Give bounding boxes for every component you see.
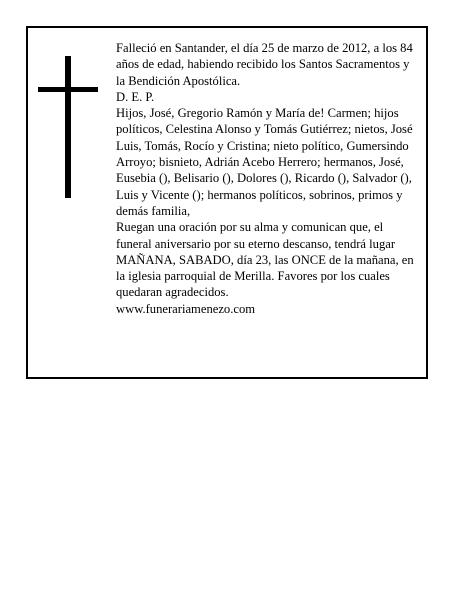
obituary-notice: [26, 26, 428, 379]
family-list: Hijos, José, Gregorio Ramón y María de! Carmen; hijos políticos, Celestina Alonso y Tomás Gutiérrez; nietos, José Luis, Tomás, Rocío y Cristina; nieto político, Gumersindo Arroyo; bisnieto, Adrián Acebo Herrero; hermanos, José, Eusebia (), Belisario (), Dolores (), Ricardo (), Salvador (), Luis y Vicente (); hermanos políticos, sobrinos, primos y demás familia,: [116, 106, 413, 218]
cross-horizontal-bar: [38, 87, 98, 92]
cross-vertical-bar: [65, 56, 71, 198]
funeral-request: Ruegan una oración por su alma y comunican que, el funeral aniversario por su eterno descanso, tendrá lugar MAÑANA, SABADO, día 23, las ONCE de la mañana, en la iglesia parroquial de Merilla. Favores por los cuales quedaran agradecidos.: [116, 220, 414, 300]
death-announcement: Falleció en Santander, el día 25 de marzo de 2012, a los 84 años de edad, habiendo recibido los Santos Sacramentos y la Bendición Apostólica.: [116, 41, 413, 88]
notice-text: [116, 40, 420, 317]
rip-text: D. E. P.: [116, 89, 155, 104]
website-link[interactable]: www.funerariamenezo.com: [116, 301, 256, 316]
cross-icon: [38, 56, 98, 198]
